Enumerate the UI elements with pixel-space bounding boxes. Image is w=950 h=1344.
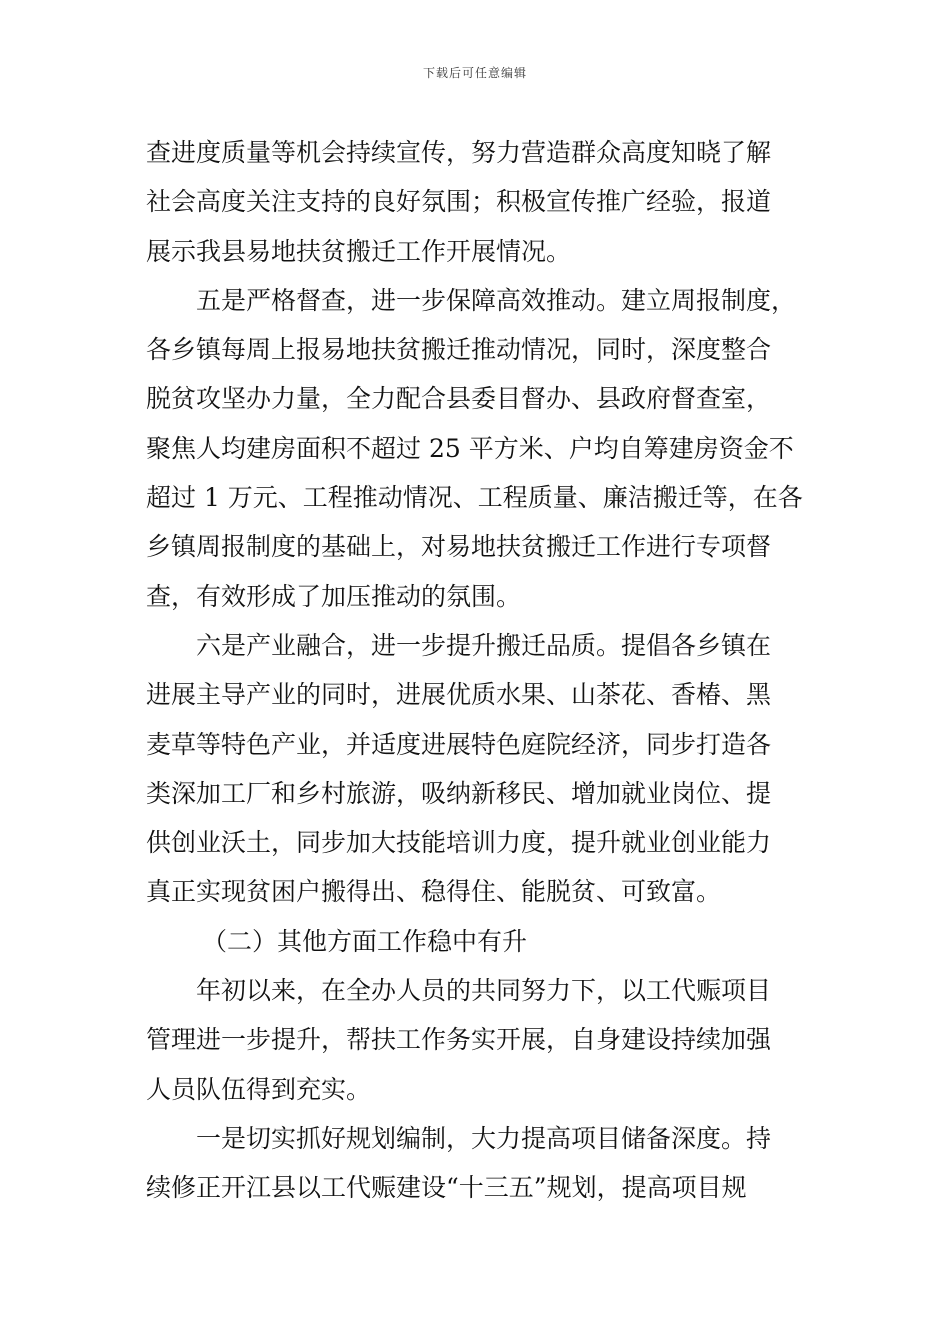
text-line: 展示我县易地扶贫搬迁工作开展情况。	[146, 236, 572, 266]
text-line: 乡镇周报制度的基础上，对易地扶贫搬迁工作进行专项督	[146, 532, 772, 562]
paragraph-start-line: 六是产业融合，进一步提升搬迁品质。提倡各乡镇在	[196, 630, 772, 660]
paragraph-start-line: 五是严格督查，进一步保障高效推动。建立周报制度，	[196, 285, 797, 315]
text-line: 脱贫攻坚办力量，全力配合县委目督办、县政府督查室，	[146, 384, 772, 414]
text-line: 麦草等特色产业，并适度进展特色庭院经济，同步打造各	[146, 729, 772, 759]
text-line: 社会高度关注支持的良好氛围；积极宣传推广经验，报道	[146, 187, 772, 217]
text-line: 管理进一步提升，帮扶工作务实开展，自身建设持续加强	[146, 1025, 772, 1055]
text-line: 类深加工厂和乡村旅游，吸纳新移民、增加就业岗位、提	[146, 778, 772, 808]
text-line: 人员队伍得到充实。	[146, 1074, 372, 1104]
text-line: 真正实现贫困户搬得出、稳得住、能脱贫、可致富。	[146, 877, 722, 907]
paragraph-start-line: 一是切实抓好规划编制，大力提高项目储备深度。持	[196, 1123, 772, 1153]
document-body	[146, 128, 818, 1213]
text-line: 续修正开江县以工代赈建设“十三五”规划，提高项目规	[146, 1173, 747, 1203]
page-header: 下载后可任意编辑	[422, 66, 527, 80]
text-line: 供创业沃土，同步加大技能培训力度，提升就业创业能力	[146, 828, 772, 858]
text-line: 进展主导产业的同时，进展优质水果、山茶花、香椿、黑	[146, 680, 772, 710]
paragraph-start-line: 年初以来，在全办人员的共同努力下，以工代赈项目	[196, 976, 772, 1006]
text-line: 聚焦人均建房面积不超过 25 平方米、户均自筹建房资金不	[146, 433, 794, 463]
text-line: 查，有效形成了加压推动的氛围。	[146, 581, 522, 611]
text-line: 超过 1 万元、工程推动情况、工程质量、廉洁搬迁等，在各	[146, 483, 803, 513]
text-line: 各乡镇每周上报易地扶贫搬迁推动情况，同时，深度整合	[146, 335, 772, 365]
section-heading: （二）其他方面工作稳中有升	[202, 926, 528, 956]
text-line: 查进度质量等机会持续宣传，努力营造群众高度知晓了解	[146, 138, 772, 167]
